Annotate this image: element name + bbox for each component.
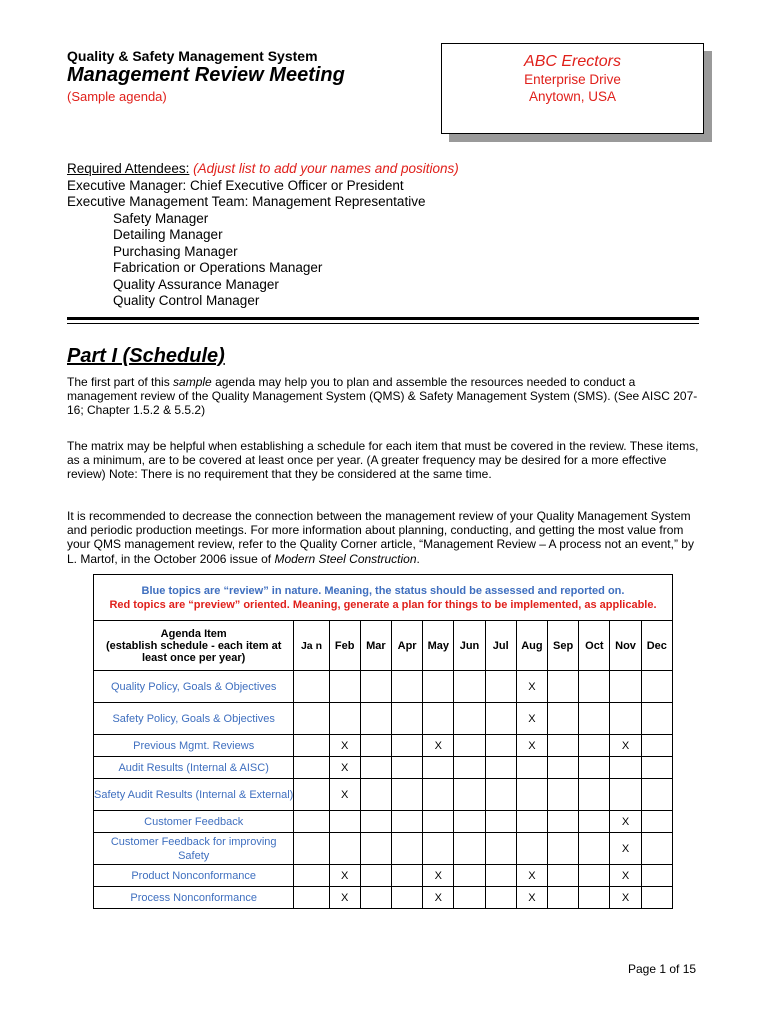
schedule-cell bbox=[454, 671, 485, 703]
schedule-cell bbox=[423, 811, 454, 833]
schedule-cell bbox=[579, 887, 610, 909]
schedule-cell bbox=[294, 887, 329, 909]
table-row bbox=[94, 865, 673, 887]
schedule-cell bbox=[360, 671, 391, 703]
agenda-item: Safety Policy, Goals & Objectives bbox=[94, 703, 294, 735]
schedule-cell bbox=[579, 703, 610, 735]
agenda-item: Process Nonconformance bbox=[94, 887, 294, 909]
schedule-cell bbox=[610, 671, 641, 703]
page-number: Page 1 of 15 bbox=[628, 962, 697, 976]
schedule-cell bbox=[516, 757, 547, 779]
schedule-cell bbox=[329, 811, 360, 833]
month-header: Apr bbox=[392, 621, 423, 671]
schedule-cell: X bbox=[516, 671, 547, 703]
month-header: Dec bbox=[641, 621, 672, 671]
schedule-cell: X bbox=[516, 703, 547, 735]
table-row bbox=[94, 833, 673, 865]
schedule-cell bbox=[454, 887, 485, 909]
month-header: Mar bbox=[360, 621, 391, 671]
schedule-cell bbox=[360, 779, 391, 811]
company-name: ABC Erectors bbox=[524, 53, 621, 70]
schedule-cell: X bbox=[610, 865, 641, 887]
legend-preview: Red topics are “preview” oriented. Meaning, generate a plan for things to be implemented, as applicable. bbox=[109, 598, 657, 611]
schedule-cell bbox=[392, 887, 423, 909]
schedule-cell bbox=[516, 833, 547, 865]
schedule-cell bbox=[579, 735, 610, 757]
month-header: Jul bbox=[485, 621, 516, 671]
schedule-cell bbox=[641, 735, 672, 757]
schedule-cell bbox=[516, 811, 547, 833]
schedule-cell bbox=[392, 865, 423, 887]
schedule-cell bbox=[548, 757, 579, 779]
schedule-cell bbox=[294, 703, 329, 735]
company-street: Enterprise Drive bbox=[524, 72, 621, 87]
system-title: Quality & Safety Management System bbox=[67, 48, 318, 64]
table-row bbox=[94, 703, 673, 735]
paragraph-intro: The first part of this sample agenda may help you to plan and assemble the resources needed to conduct a management review of the Quality Management System (QMS) & Safety Management System (SMS). (See AISC 207-16; Chapter 1.5.2 & 5.5.2) bbox=[67, 375, 698, 418]
schedule-cell bbox=[579, 811, 610, 833]
schedule-cell: X bbox=[329, 887, 360, 909]
schedule-cell bbox=[485, 811, 516, 833]
schedule-cell: X bbox=[423, 735, 454, 757]
schedule-cell bbox=[294, 779, 329, 811]
schedule-cell bbox=[329, 671, 360, 703]
schedule-cell bbox=[641, 865, 672, 887]
schedule-cell bbox=[392, 735, 423, 757]
agenda-item: Customer Feedback for improving Safety bbox=[94, 833, 294, 865]
schedule-cell bbox=[423, 833, 454, 865]
schedule-cell bbox=[548, 887, 579, 909]
schedule-cell bbox=[360, 887, 391, 909]
month-header: Nov bbox=[610, 621, 641, 671]
subtitle: (Sample agenda) bbox=[67, 89, 167, 104]
schedule-cell bbox=[485, 671, 516, 703]
month-header: Feb bbox=[329, 621, 360, 671]
schedule-cell bbox=[360, 811, 391, 833]
schedule-cell bbox=[579, 865, 610, 887]
schedule-cell bbox=[392, 833, 423, 865]
schedule-cell bbox=[454, 811, 485, 833]
schedule-cell bbox=[329, 833, 360, 865]
schedule-cell bbox=[548, 811, 579, 833]
schedule-cell bbox=[392, 703, 423, 735]
schedule-cell bbox=[423, 779, 454, 811]
schedule-table bbox=[93, 574, 673, 909]
schedule-cell bbox=[548, 833, 579, 865]
agenda-item: Quality Policy, Goals & Objectives bbox=[94, 671, 294, 703]
schedule-cell bbox=[360, 757, 391, 779]
agenda-item: Previous Mgmt. Reviews bbox=[94, 735, 294, 757]
schedule-cell: X bbox=[329, 757, 360, 779]
schedule-cell bbox=[485, 735, 516, 757]
attendee-member: Quality Control Manager bbox=[113, 293, 260, 308]
month-header: Jun bbox=[454, 621, 485, 671]
schedule-cell bbox=[294, 757, 329, 779]
schedule-cell bbox=[392, 779, 423, 811]
schedule-cell bbox=[485, 887, 516, 909]
schedule-cell bbox=[360, 735, 391, 757]
schedule-cell bbox=[579, 833, 610, 865]
schedule-cell bbox=[579, 779, 610, 811]
schedule-cell bbox=[641, 887, 672, 909]
schedule-cell bbox=[485, 833, 516, 865]
schedule-cell: X bbox=[329, 865, 360, 887]
schedule-cell bbox=[548, 865, 579, 887]
schedule-cell bbox=[454, 779, 485, 811]
table-row bbox=[94, 757, 673, 779]
attendees-list bbox=[67, 161, 459, 310]
schedule-cell bbox=[548, 703, 579, 735]
schedule-cell bbox=[392, 757, 423, 779]
page-title: Management Review Meeting bbox=[67, 64, 345, 86]
schedule-cell bbox=[329, 703, 360, 735]
schedule-cell bbox=[641, 703, 672, 735]
schedule-cell: X bbox=[423, 865, 454, 887]
schedule-cell bbox=[641, 671, 672, 703]
attendee-member: Purchasing Manager bbox=[113, 243, 238, 259]
month-header: Aug bbox=[516, 621, 547, 671]
schedule-cell bbox=[360, 833, 391, 865]
schedule-cell bbox=[579, 671, 610, 703]
schedule-cell: X bbox=[329, 779, 360, 811]
month-header: May bbox=[423, 621, 454, 671]
schedule-cell bbox=[392, 811, 423, 833]
agenda-column-header: Agenda Item (establish schedule - each item at least once per year) bbox=[94, 621, 294, 671]
schedule-cell: X bbox=[516, 887, 547, 909]
schedule-cell bbox=[360, 703, 391, 735]
schedule-cell bbox=[294, 833, 329, 865]
schedule-cell bbox=[392, 671, 423, 703]
schedule-cell: X bbox=[610, 887, 641, 909]
schedule-cell: X bbox=[516, 735, 547, 757]
table-row bbox=[94, 779, 673, 811]
schedule-cell: X bbox=[423, 887, 454, 909]
schedule-cell bbox=[485, 865, 516, 887]
agenda-item: Safety Audit Results (Internal & External) bbox=[94, 779, 294, 811]
schedule-cell bbox=[641, 833, 672, 865]
schedule-cell bbox=[610, 703, 641, 735]
attendee-member: Detailing Manager bbox=[113, 227, 223, 242]
schedule-cell: X bbox=[610, 811, 641, 833]
schedule-cell bbox=[454, 865, 485, 887]
schedule-cell bbox=[516, 779, 547, 811]
schedule-cell bbox=[548, 735, 579, 757]
attendee-member: Quality Assurance Manager bbox=[113, 276, 279, 292]
schedule-cell bbox=[485, 757, 516, 779]
attendee-team: Executive Management Team: Management Representative bbox=[67, 194, 426, 209]
attendee-executive: Executive Manager: Chief Executive Officer or President bbox=[67, 177, 404, 193]
schedule-cell bbox=[641, 779, 672, 811]
schedule-cell: X bbox=[610, 735, 641, 757]
company-box bbox=[441, 43, 704, 134]
schedule-cell bbox=[579, 757, 610, 779]
schedule-cell bbox=[610, 757, 641, 779]
schedule-cell bbox=[423, 757, 454, 779]
schedule-cell bbox=[423, 703, 454, 735]
divider-thin bbox=[67, 323, 699, 324]
legend-review: Blue topics are “review” in nature. Meaning, the status should be assessed and reported on. bbox=[141, 584, 625, 597]
schedule-cell bbox=[485, 779, 516, 811]
table-row bbox=[94, 671, 673, 703]
divider-thick bbox=[67, 317, 699, 320]
table-row bbox=[94, 887, 673, 909]
schedule-cell bbox=[548, 671, 579, 703]
attendee-member: Safety Manager bbox=[113, 210, 209, 226]
agenda-item: Product Nonconformance bbox=[94, 865, 294, 887]
attendees-label: Required Attendees: bbox=[67, 161, 190, 176]
schedule-cell bbox=[610, 779, 641, 811]
company-city: Anytown, USA bbox=[528, 89, 617, 104]
schedule-cell bbox=[548, 779, 579, 811]
schedule-cell bbox=[294, 671, 329, 703]
section-heading: Part I (Schedule) bbox=[67, 345, 225, 367]
schedule-cell bbox=[454, 703, 485, 735]
agenda-item: Audit Results (Internal & AISC) bbox=[94, 757, 294, 779]
schedule-cell bbox=[641, 811, 672, 833]
table-legend bbox=[94, 575, 673, 621]
month-header: Ja n bbox=[294, 621, 329, 671]
attendees-note: (Adjust list to add your names and positions) bbox=[193, 161, 459, 176]
schedule-cell bbox=[454, 833, 485, 865]
agenda-item: Customer Feedback bbox=[94, 811, 294, 833]
schedule-cell bbox=[485, 703, 516, 735]
schedule-cell bbox=[294, 811, 329, 833]
schedule-cell: X bbox=[516, 865, 547, 887]
schedule-cell: X bbox=[329, 735, 360, 757]
schedule-cell bbox=[641, 757, 672, 779]
month-header: Oct bbox=[579, 621, 610, 671]
paragraph-matrix: The matrix may be helpful when establishing a schedule for each item that must be covered in the review. These items, as a minimum, are to be covered at least once per year. (A greater frequency may be desired for a more effective review) Note: There is no requirement that they be considered at the same time. bbox=[67, 439, 699, 482]
schedule-cell: X bbox=[610, 833, 641, 865]
paragraph-recommendation: It is recommended to decrease the connection between the management review of your Quality Management System and periodic production meetings. For more information about planning, conducting, and getting the most value from your QMS management review, refer to the Quality Corner article, “Management Review – A process not an event,” by L. Martof, in the October 2006 issue of Modern Steel Construction. bbox=[67, 509, 694, 566]
schedule-cell bbox=[454, 735, 485, 757]
schedule-cell bbox=[360, 865, 391, 887]
schedule-cell bbox=[294, 735, 329, 757]
table-row bbox=[94, 735, 673, 757]
schedule-cell bbox=[423, 671, 454, 703]
table-row bbox=[94, 811, 673, 833]
schedule-cell bbox=[294, 865, 329, 887]
schedule-cell bbox=[454, 757, 485, 779]
month-header: Sep bbox=[548, 621, 579, 671]
attendee-member: Fabrication or Operations Manager bbox=[113, 260, 323, 275]
